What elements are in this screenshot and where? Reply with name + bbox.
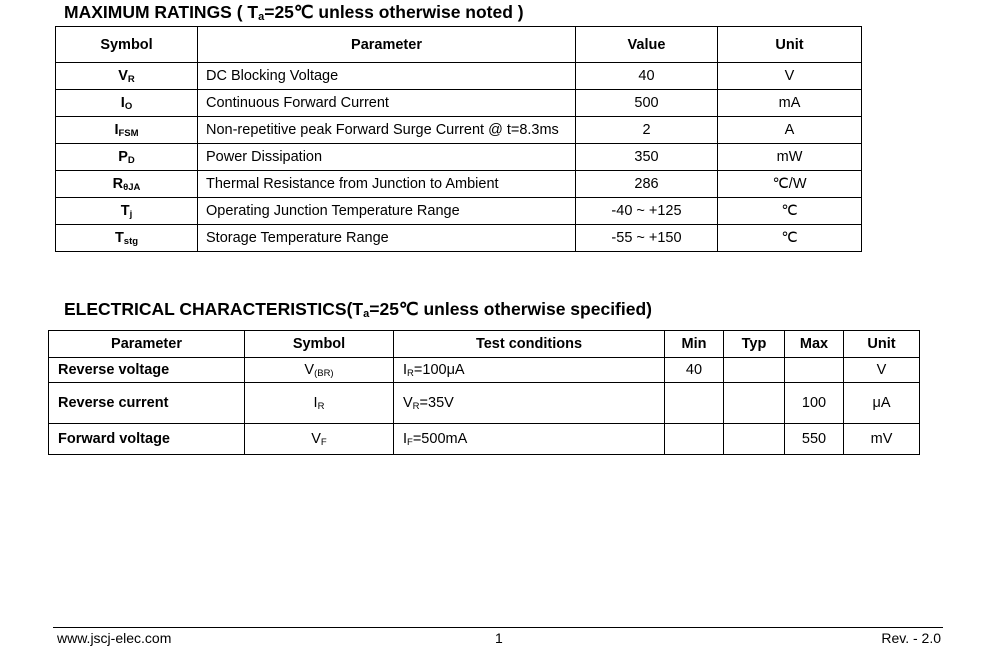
unit-cell: V xyxy=(844,358,920,383)
parameter-cell: Storage Temperature Range xyxy=(198,225,576,252)
electrical-characteristics-table xyxy=(48,330,920,455)
symbol-cell: $I_R$ xyxy=(245,383,394,424)
unit-cell: ℃ xyxy=(718,225,862,252)
header-max: Max xyxy=(785,331,844,358)
header-min: Min xyxy=(665,331,724,358)
parameter-cell: Reverse voltage xyxy=(49,358,245,383)
unit-cell: V xyxy=(718,63,862,90)
table-row xyxy=(56,144,862,171)
header-unit: Unit xyxy=(718,27,862,63)
electrical-characteristics-title: ELECTRICAL $CHARACTERISTICS(T_a=25℃$ unless otherwise specified) xyxy=(64,299,652,320)
table-row xyxy=(49,424,920,455)
symbol-cell: $T_{stg}$ xyxy=(56,225,198,252)
parameter-cell: Thermal Resistance from Junction to Ambient xyxy=(198,171,576,198)
value-cell: 286 xyxy=(576,171,718,198)
symbol-cell: $P_D$ xyxy=(56,144,198,171)
header-typ: Typ xyxy=(724,331,785,358)
value-cell: 40 xyxy=(576,63,718,90)
table-row xyxy=(49,383,920,424)
value-cell: 2 xyxy=(576,117,718,144)
max-ratings-table xyxy=(55,26,862,252)
footer-revision: Rev. - 2.0 xyxy=(881,630,941,646)
footer-divider xyxy=(53,627,943,628)
parameter-cell: Continuous Forward Current xyxy=(198,90,576,117)
unit-cell: ℃/W xyxy=(718,171,862,198)
symbol-cell: $V_F$ xyxy=(245,424,394,455)
header-unit: Unit xyxy=(844,331,920,358)
max-cell xyxy=(785,358,844,383)
value-cell: -55 ~ +150 xyxy=(576,225,718,252)
parameter-cell: DC Blocking Voltage xyxy=(198,63,576,90)
value-cell: -40 ~ +125 xyxy=(576,198,718,225)
table-row xyxy=(49,358,920,383)
value-cell: 350 xyxy=(576,144,718,171)
typ-cell xyxy=(724,424,785,455)
parameter-cell: Operating Junction Temperature Range xyxy=(198,198,576,225)
unit-cell: mA xyxy=(718,90,862,117)
unit-cell: μA xyxy=(844,383,920,424)
header-symbol: Symbol xyxy=(56,27,198,63)
parameter-cell: Power Dissipation xyxy=(198,144,576,171)
table-row xyxy=(56,198,862,225)
footer-website: www.jscj-elec.com xyxy=(57,630,172,646)
unit-cell: mV xyxy=(844,424,920,455)
table-row xyxy=(56,117,862,144)
symbol-cell: $I_{FSM}$ xyxy=(56,117,198,144)
header-symbol: Symbol xyxy=(245,331,394,358)
header-parameter: Parameter xyxy=(198,27,576,63)
test-conditions-cell: $I_R=100\mu A$ xyxy=(394,358,665,383)
header-test-conditions: Test conditions xyxy=(394,331,665,358)
max-cell: 550 xyxy=(785,424,844,455)
min-cell xyxy=(665,383,724,424)
unit-cell: mW xyxy=(718,144,862,171)
max-cell: 100 xyxy=(785,383,844,424)
header-value: Value xyxy=(576,27,718,63)
parameter-cell: Reverse current xyxy=(49,383,245,424)
unit-cell: ℃ xyxy=(718,198,862,225)
parameter-cell: Non-repetitive peak Forward Surge Current @ t=8.3ms xyxy=(198,117,576,144)
table-row xyxy=(56,171,862,198)
symbol-cell: $I_O$ xyxy=(56,90,198,117)
min-cell: 40 xyxy=(665,358,724,383)
symbol-cell: $V_R$ xyxy=(56,63,198,90)
table-row xyxy=(56,90,862,117)
parameter-cell: Forward voltage xyxy=(49,424,245,455)
max-ratings-title: MAXIMUM RATINGS ( $T_a=25℃$ unless otherwise noted ) xyxy=(64,2,524,23)
footer-page-number: 1 xyxy=(495,630,503,646)
table-row xyxy=(56,225,862,252)
value-cell: 500 xyxy=(576,90,718,117)
symbol-cell: $T_j$ xyxy=(56,198,198,225)
header-parameter: Parameter xyxy=(49,331,245,358)
typ-cell xyxy=(724,383,785,424)
test-conditions-cell: $V_R=35V$ xyxy=(394,383,665,424)
symbol-cell: $V_{(BR)}$ xyxy=(245,358,394,383)
symbol-cell: $R_{\theta JA}$ xyxy=(56,171,198,198)
table-header-row xyxy=(56,27,862,63)
test-conditions-cell: $I_F=500mA$ xyxy=(394,424,665,455)
typ-cell xyxy=(724,358,785,383)
min-cell xyxy=(665,424,724,455)
table-row xyxy=(56,63,862,90)
unit-cell: A xyxy=(718,117,862,144)
table-header-row xyxy=(49,331,920,358)
